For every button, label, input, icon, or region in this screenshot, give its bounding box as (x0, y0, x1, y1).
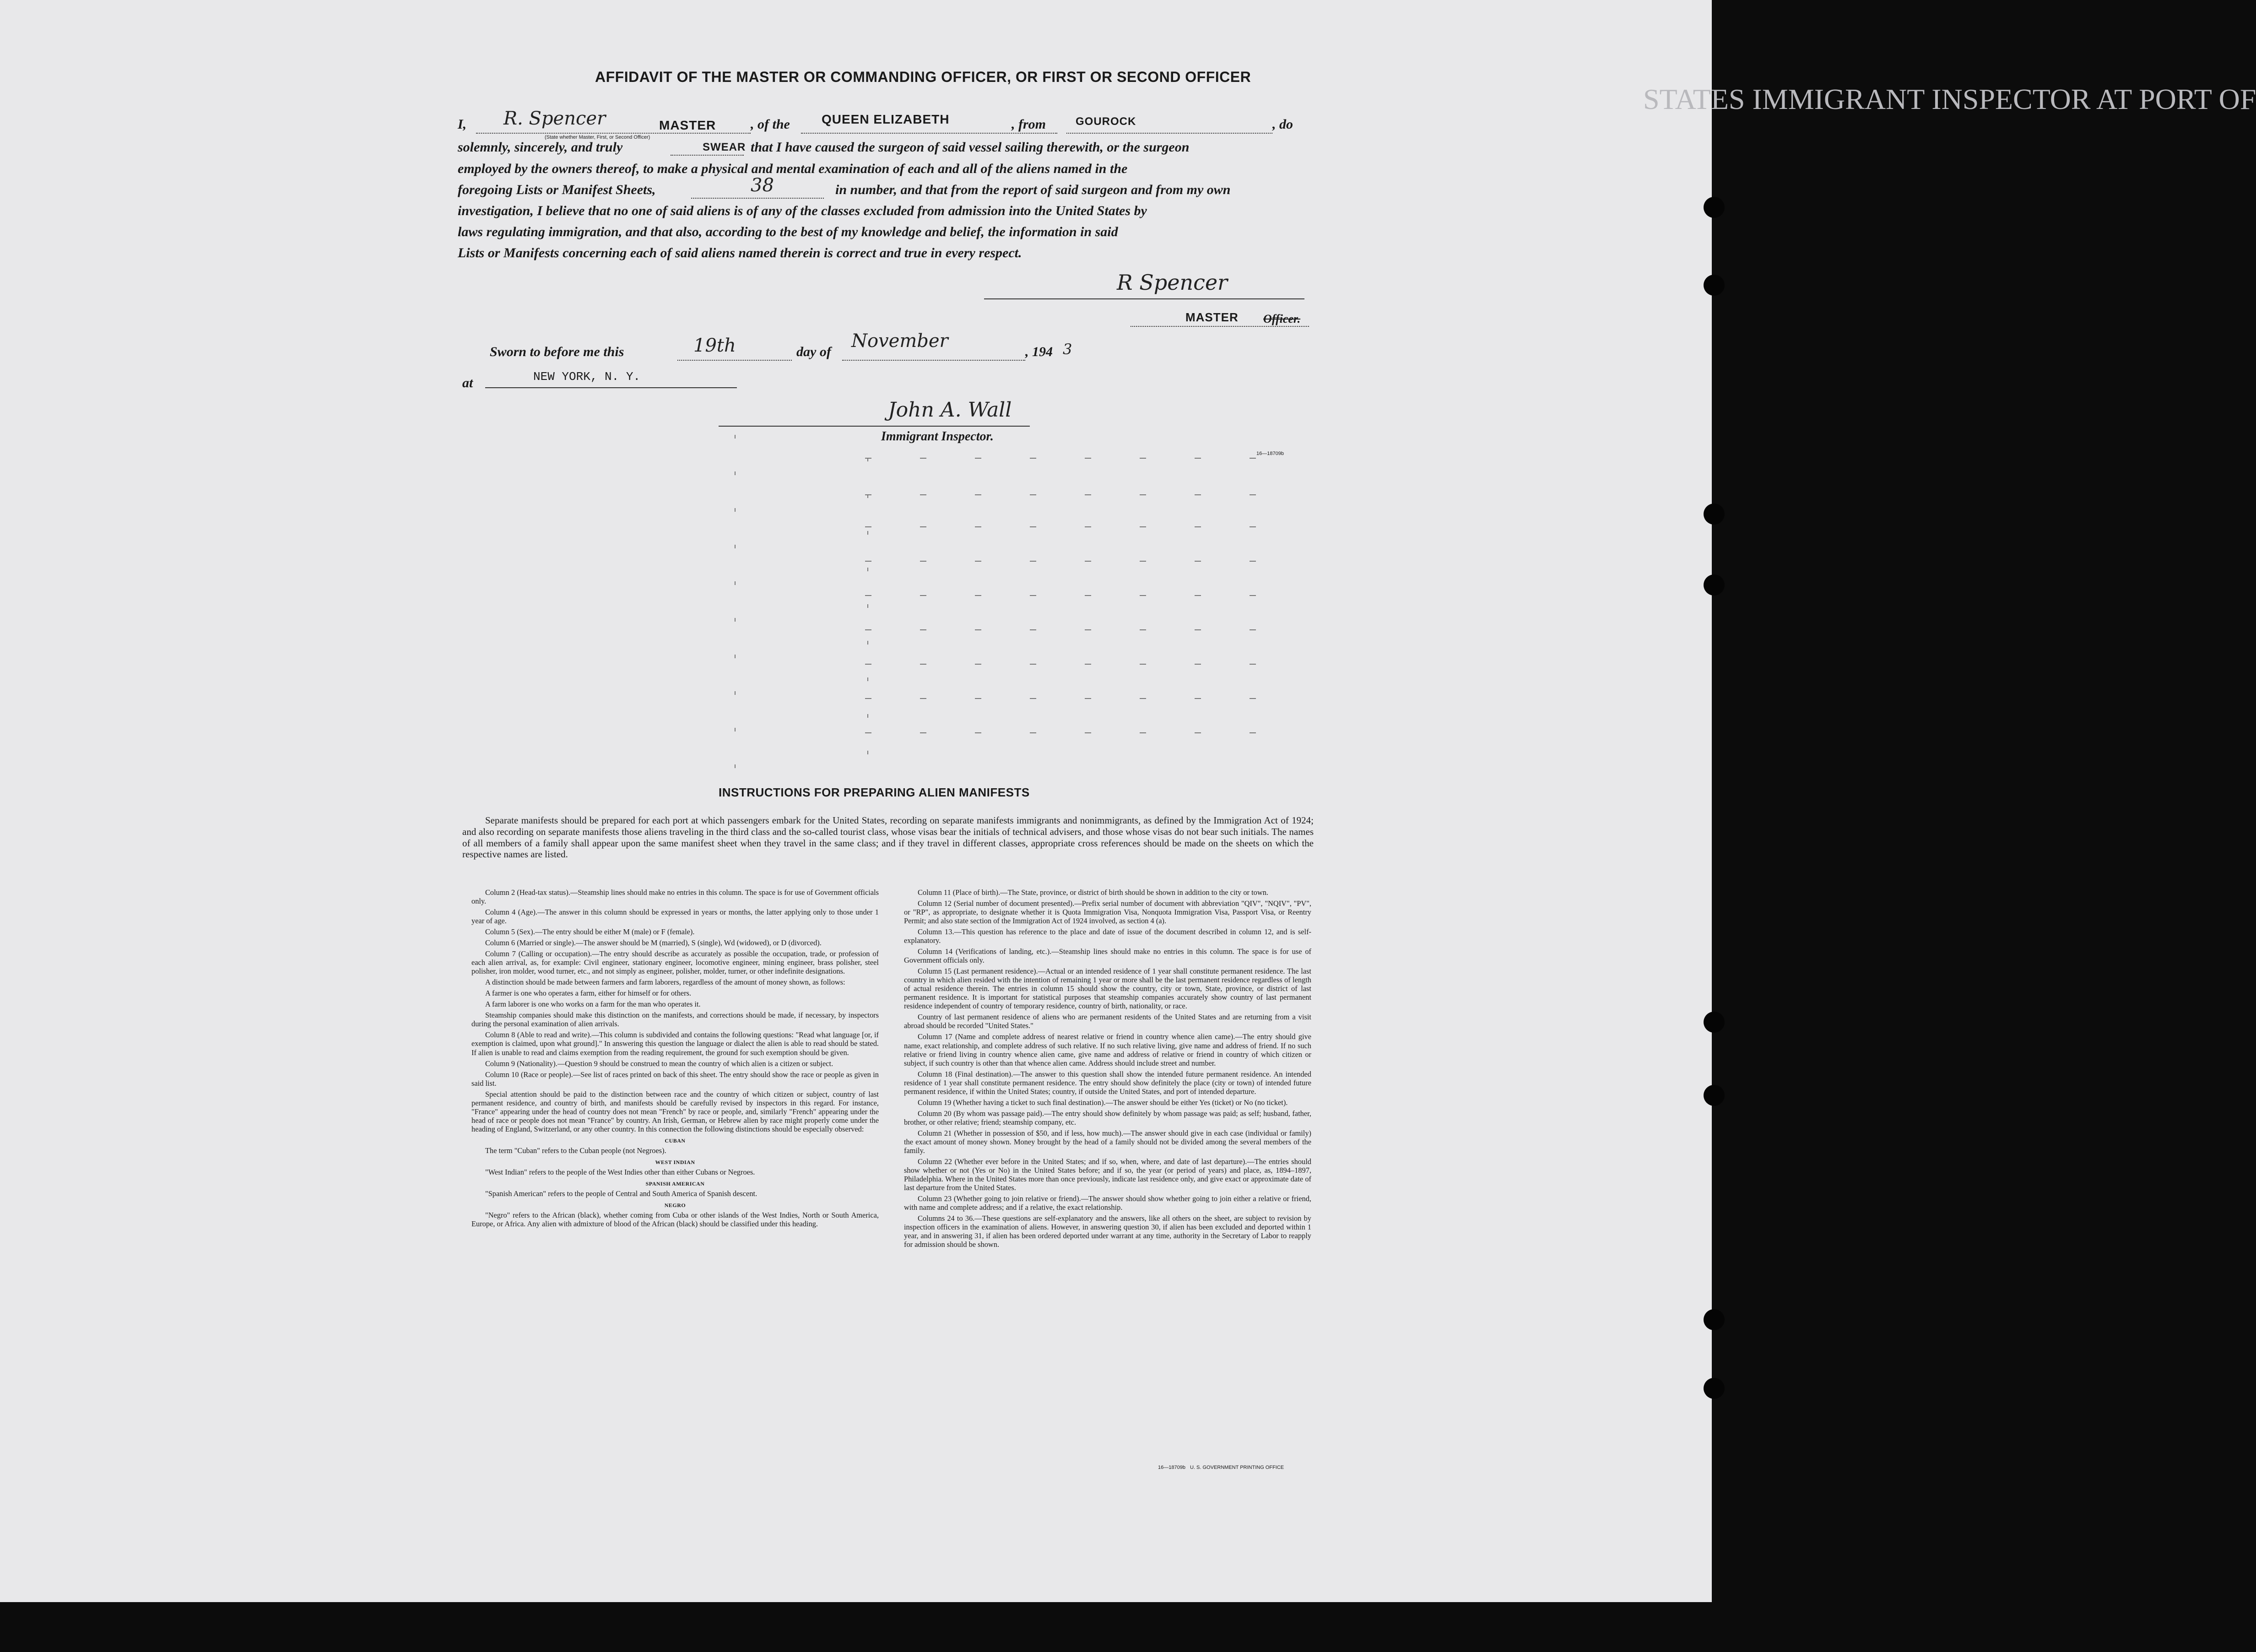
inspector-signature: John A. Wall (888, 398, 1012, 422)
punch-hole (1704, 574, 1725, 596)
punch-hole (1704, 1085, 1725, 1106)
instruction-paragraph: Column 8 (Able to read and write).—This column is subdivided and contains the following questions: "Read what language [or, if exemption is claimed, upon what ground]." In answering this question the language or dialect the alien is able to read should be stated. If alien is unable to read and claims exemption from the reading requirement, the ground for such exemption should be given. (471, 1030, 879, 1057)
affidavit-line-4b: in number, and that from the report of said surgeon and from my own (835, 182, 1231, 197)
from-label: , from (1012, 117, 1046, 132)
instruction-paragraph: Column 22 (Whether ever before in the United States; and if so, when, where, and date of last departure).—The entries should show whether or not (Yes or No) in the United States before; and if so, the year (or period of years) and place, as, 1894–1897, Philadelphia. Where in the United States more than once previously, indicate last residence only, and give exact or approximate date of last departure from the United States. (904, 1157, 1311, 1192)
rank-field: MASTER (659, 118, 716, 132)
punch-hole (1704, 1378, 1725, 1399)
ruling-line (865, 629, 1277, 630)
instruction-paragraph: "West Indian" refers to the people of the West Indies other than either Cubans or Negroes. (485, 1167, 755, 1176)
affidavit-line-2a: solemnly, sincerely, and truly (458, 140, 623, 155)
punch-hole (1704, 1309, 1725, 1330)
instruction-paragraph: Column 15 (Last permanent residence).—Actual or an intended residence of 1 year shall constitute permanent residence. The last country in which alien resided with the intention of remaining 1 year or more shall be the last permanent residence regardless of length of actual residence therein. The entries in column 15 should show the country, city or town, State, province, or district of last permanent residence. It is important for statistical purposes that steamship companies accurately show country of last permanent residence independent of country of temporary residence, country of birth, nationality, or race. (904, 967, 1311, 1011)
instruction-paragraph: Column 21 (Whether in possession of $50, and if less, how much).—The answer should give in each case (individual or family) the exact amount of money shown. Money brought by the head of a family should not be divided among the several members of the family. (904, 1128, 1311, 1155)
affidavit-line-5: investigation, I believe that no one of said aliens is of any of the classes excluded from admission into the United States by (458, 203, 1147, 218)
i-label: I, (458, 117, 467, 132)
section-heading: CUBAN (665, 1137, 686, 1144)
day-of-label: day of (796, 344, 831, 359)
at-label: at (462, 375, 473, 390)
year-digit: 3 (1063, 341, 1072, 358)
ruling-line (865, 561, 1277, 562)
sworn-label: Sworn to before me this (490, 344, 624, 359)
instruction-paragraph: Country of last permanent residence of aliens who are permanent residents of the United States and are returning from a visit abroad should be recorded "United States." (904, 1013, 1311, 1030)
instruction-paragraph: "Negro" refers to the African (black), whether coming from Cuba or other islands of the West Indies, North or South America, Europe, or Africa. Any alien with admixture of blood of the African (black) should be classified under this heading. (471, 1210, 879, 1228)
instruction-paragraph: Column 18 (Final destination).—The answer to this question shall show the intended future permanent residence. An intended residence of 1 year shall constitute permanent residence. The entry should show definitely the place (city or town) of intended future permanent residence, if within the United States; country, if outside the United States, and port of intended departure. (904, 1069, 1311, 1096)
do-label: , do (1272, 117, 1293, 132)
affidavit-line-3: employed by the owners thereof, to make a physical and mental examination of each and all of the aliens named in the (458, 161, 1128, 176)
section-heading: SPANISH AMERICAN (645, 1180, 705, 1187)
instruction-paragraph: Column 9 (Nationality).—Question 9 should be construed to mean the country of which alien is a citizen or subject. (485, 1059, 833, 1068)
punch-hole (1704, 275, 1725, 296)
signature-rank: MASTER (1185, 310, 1239, 324)
ruling-line (865, 698, 1277, 699)
instruction-paragraph: Column 6 (Married or single).—The answer should be M (married), S (single), Wd (widowed), or D (divorced). (485, 938, 822, 948)
inspector-label: Immigrant Inspector. (881, 429, 994, 444)
ruling-line (865, 526, 1277, 527)
instruction-paragraph: Column 5 (Sex).—The entry should be either M (male) or F (female). (485, 927, 695, 937)
ruling-line (865, 664, 1277, 665)
ruling-line (865, 494, 1277, 495)
affidavit-line-4a: foregoing Lists or Manifest Sheets, (458, 182, 656, 197)
instruction-paragraph: The term "Cuban" refers to the Cuban people (not Negroes). (485, 1146, 666, 1155)
instructions-right-column (904, 888, 1311, 1251)
instruction-paragraph: Column 20 (By whom was passage paid).—The entry should show definitely by whom passage was paid; as self; husband, father, brother, or other relative; friend; steamship company, etc. (904, 1109, 1311, 1127)
instruction-paragraph: Column 4 (Age).—The answer in this column should be expressed in years or months, the latter applying only to those under 1 year of age. (471, 908, 879, 926)
instruction-paragraph: "Spanish American" refers to the people of Central and South America of Spanish descent. (485, 1189, 757, 1198)
section-heading: NEGRO (664, 1202, 686, 1208)
ruling-line (735, 435, 736, 769)
of-the-label: , of the (751, 117, 790, 132)
ruling-line (865, 595, 1277, 596)
section-heading: WEST INDIAN (655, 1159, 695, 1165)
oath-field: SWEAR (703, 141, 746, 153)
instructions-left-column (471, 888, 879, 1230)
port-field: GOUROCK (1076, 115, 1136, 128)
instruction-paragraph: A farm laborer is one who works on a farm for the man who operates it. (485, 1000, 701, 1009)
instruction-paragraph: Column 10 (Race or people).—See list of races printed on back of this sheet. The entry should show the race or people as given in said list. (471, 1070, 879, 1088)
footer-code: 16—18709b (1158, 1465, 1185, 1470)
instruction-paragraph: Steamship companies should make this distinction on the manifests, and corrections should be made, if necessary, by inspectors during the personal examination of alien arrivals. (471, 1011, 879, 1029)
master-name-signature: R. Spencer (503, 108, 606, 129)
ruling-line (867, 458, 868, 769)
punch-hole (1704, 504, 1725, 525)
instruction-paragraph: Column 17 (Name and complete address of nearest relative or friend in country whence alien came).—The entry should give name, exact relationship, and complete address of such relative. If no such relative living, give name and address of friend. If no such relative or friend living in country whence alien came, give name and address of relative or friend in country of which citizen or subject, if such country is other than that whence alien came. Address should include street and number. (904, 1032, 1311, 1067)
sheets-count: 38 (751, 175, 774, 196)
sworn-day: 19th (693, 335, 736, 356)
instruction-paragraph: Column 23 (Whether going to join relative or friend).—The answer should show whether going to join either a relative or friend, with name and complete address; and if a relative, the exact relationship. (904, 1194, 1311, 1212)
instruction-paragraph: Columns 24 to 36.—These questions are self-explanatory and the answers, like all others on the sheet, are subject to revision by inspection officers in the examination of aliens. However, in answering question 30, if alien has been excluded and deported within 1 year, and in answering 31, if alien has been ordered deported under warrant at any time, authority in the Secretary of Labor to reapply for admission should be shown. (904, 1214, 1311, 1249)
instruction-paragraph: Special attention should be paid to the distinction between race and the country of which citizen or subject, country of last permanent residence, and country of birth, and manifests should be carefully revised by inspectors in this regard. For instance, "France" appearing under the head of country does not mean "French" by race or people, and, similarly "French" appearing under the head of race or people does not mean "France" by country. An Irish, German, or Hebrew alien by race might properly come under the heading of England, Switzerland, or any other country. In this connection the following distinctions should be especially observed: (471, 1089, 879, 1133)
year-prefix: , 194 (1025, 344, 1053, 359)
instruction-paragraph: Column 19 (Whether having a ticket to such final destination).—The answer should be either Yes (ticket) or No (no ticket). (918, 1098, 1288, 1107)
ruling-line (865, 458, 1277, 459)
instruction-paragraph: Column 11 (Place of birth).—The State, province, or district of birth should be shown in addition to the city or town. (918, 888, 1268, 897)
sworn-month: November (851, 330, 948, 352)
signature-officer: Officer. (1263, 312, 1301, 325)
affidavit-title: AFFIDAVIT OF THE MASTER OR COMMANDING OFFICER, OR FIRST OR SECOND OFFICER (595, 69, 1251, 85)
instruction-paragraph: Column 7 (Calling or occupation).—The entry should describe as accurately as possible the occupation, trade, or profession of each alien arrival, as, for example: Civil engineer, stationary engineer, locomotive engineer, mining engineer, brass polisher, steel polisher, iron molder, wood turner, etc., and not simply as engineer, polisher, molder, turner, or other indefinite designations. (471, 949, 879, 976)
affidavit-line-7: Lists or Manifests concerning each of said aliens named therein is correct and true in every respect. (458, 245, 1022, 260)
footer-office: U. S. GOVERNMENT PRINTING OFFICE (1190, 1465, 1284, 1470)
ruling-line (865, 732, 1277, 733)
punch-hole (1704, 1012, 1725, 1033)
instructions-intro: Separate manifests should be prepared for each port at which passengers embark for the United States, recording on separate manifests immigrants and nonimmigrants, as defined by the Immigration Act of 1924; and also recording on separate manifests those aliens traveling in the third class and the so-called tourist class, whose visas bear the initials of technical advisers, and those whose visas do not bear such initials. The names of all members of a family shall appear upon the same manifest sheet when they travel in the same class; and if they travel in different classes, appropriate cross references should be made on the sheets on which the respective names are listed. (462, 815, 1314, 860)
instruction-paragraph: A distinction should be made between farmers and farm laborers, regardless of the amount of money shown, as follows: (485, 978, 845, 987)
affidavit-line-2b: that I have caused the surgeon of said vessel sailing therewith, or the surgeon (751, 140, 1190, 155)
instruction-paragraph: Column 13.—This question has reference to the place and date of issue of the document described in column 12, and is self-explanatory. (904, 927, 1311, 945)
bleed-through-text: STATES IMMIGRANT INSPECTOR AT PORT OF (1643, 83, 2256, 115)
vessel-field: QUEEN ELIZABETH (822, 112, 950, 126)
instruction-paragraph: A farmer is one who operates a farm, either for himself or for others. (485, 989, 692, 998)
instructions-title: INSTRUCTIONS FOR PREPARING ALIEN MANIFESTS (719, 785, 1030, 799)
master-signature: R Spencer (1117, 270, 1228, 295)
form-code: 16—18709b (1256, 451, 1284, 456)
instruction-paragraph: Column 12 (Serial number of document presented).—Prefix serial number of document with abbreviation "QIV", "NQIV", "PV", or "RP", as appropriate, to designate whether it is Quota Immigration Visa, Nonquota Immigration Visa, Passport Visa, or Reentry Permit; and also state section of the Immigration Act of 1924 involved, as section 4 (a). (904, 899, 1311, 926)
rank-note: (State whether Master, First, or Second Officer) (545, 135, 650, 140)
place-field: NEW YORK, N. Y. (533, 370, 641, 384)
instruction-paragraph: Column 14 (Verifications of landing, etc.).—Steamship lines should make no entries in this column. The space is for use of Government officials only. (904, 947, 1311, 965)
affidavit-line-6: laws regulating immigration, and that also, according to the best of my knowledge and belief, the information in said (458, 224, 1118, 239)
instruction-paragraph: Column 2 (Head-tax status).—Steamship lines should make no entries in this column. The space is for use of Government officials only. (471, 888, 879, 906)
punch-hole (1704, 197, 1725, 218)
